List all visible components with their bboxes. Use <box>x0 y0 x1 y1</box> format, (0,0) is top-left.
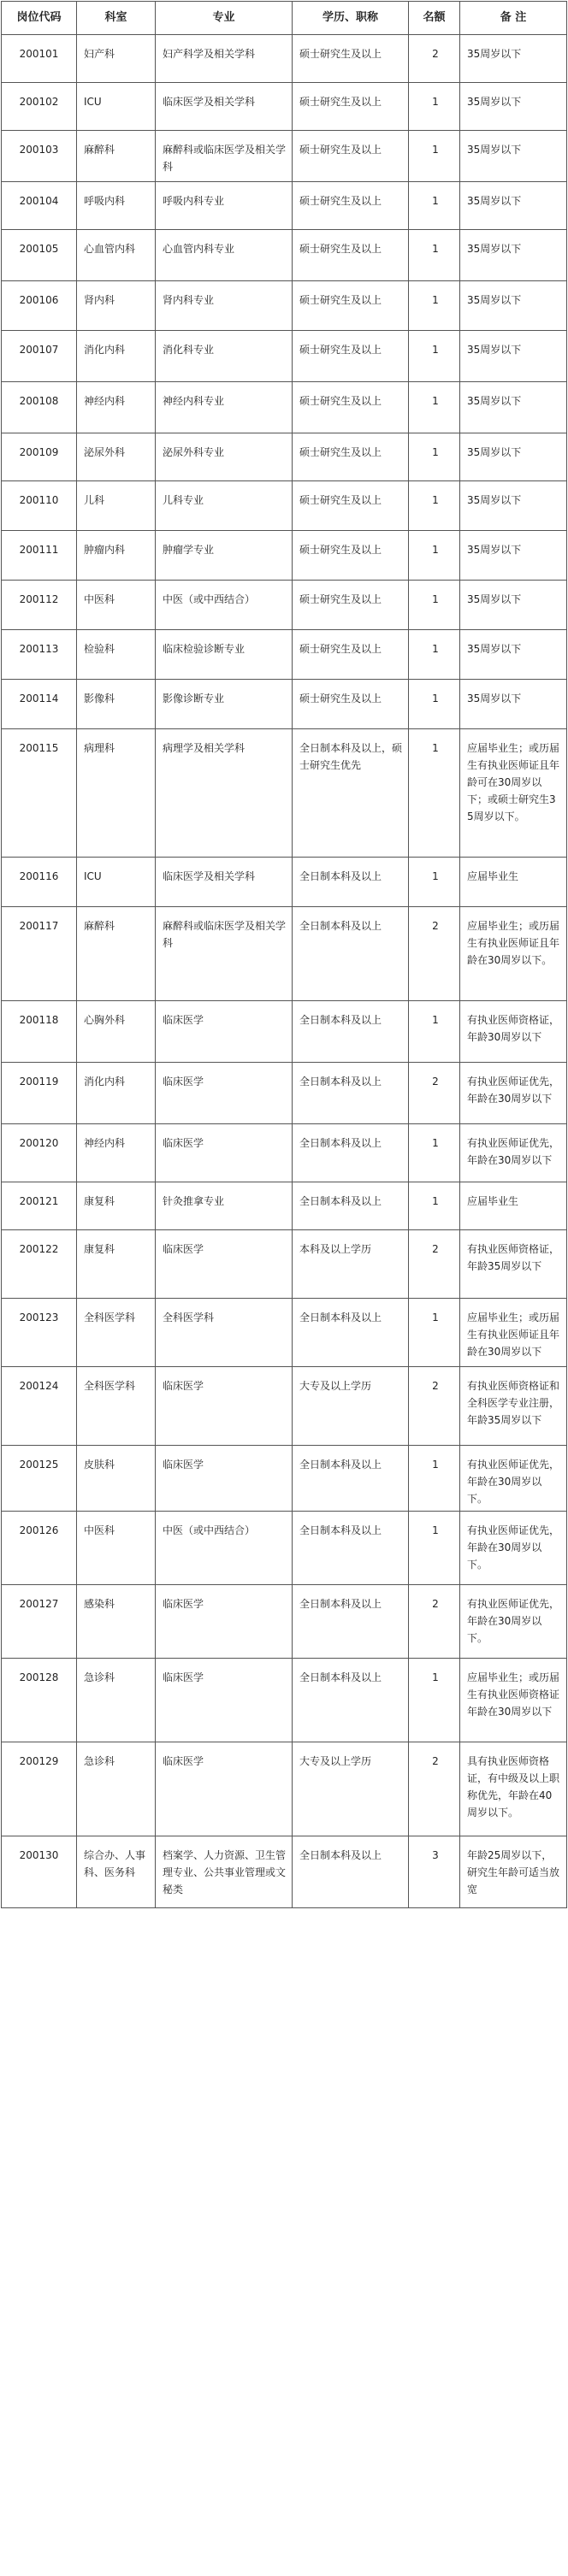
major-cell: 影像诊断专业 <box>156 680 293 729</box>
department-cell: 皮肤科 <box>77 1446 156 1512</box>
education-cell: 全日制本科及以上 <box>293 907 409 1001</box>
major-cell: 临床医学 <box>156 1367 293 1446</box>
education-cell: 硕士研究生及以上 <box>293 481 409 531</box>
department-cell: 心血管内科 <box>77 230 156 281</box>
position-code-cell: 200126 <box>2 1512 77 1585</box>
remarks-cell: 35周岁以下 <box>460 331 567 382</box>
remarks-cell: 应届毕业生；或历届生有执业医师证且年龄在30周岁以下 <box>460 1299 567 1367</box>
education-cell: 全日制本科及以上 <box>293 1001 409 1063</box>
remarks-cell: 35周岁以下 <box>460 531 567 581</box>
position-code-cell: 200125 <box>2 1446 77 1512</box>
remarks-cell: 35周岁以下 <box>460 230 567 281</box>
remarks-cell: 35周岁以下 <box>460 35 567 83</box>
major-cell: 中医（或中西结合） <box>156 1512 293 1585</box>
remarks-cell: 应届毕业生；或历届生有执业医师证且年龄可在30周岁以下；或硕士研究生35周岁以下。 <box>460 729 567 858</box>
remarks-cell: 35周岁以下 <box>460 433 567 481</box>
education-cell: 硕士研究生及以上 <box>293 35 409 83</box>
position-code-cell: 200120 <box>2 1124 77 1182</box>
position-code-cell: 200108 <box>2 382 77 433</box>
education-cell: 硕士研究生及以上 <box>293 281 409 331</box>
major-cell: 中医（或中西结合） <box>156 581 293 630</box>
quota-cell: 1 <box>409 729 460 858</box>
table-row <box>2 531 567 581</box>
remarks-cell: 35周岁以下 <box>460 281 567 331</box>
header-remarks: 备 注 <box>460 2 567 35</box>
department-cell: 神经内科 <box>77 382 156 433</box>
major-cell: 临床医学 <box>156 1230 293 1299</box>
major-cell: 临床医学 <box>156 1063 293 1124</box>
position-code-cell: 200118 <box>2 1001 77 1063</box>
quota-cell: 1 <box>409 1512 460 1585</box>
department-cell: ICU <box>77 83 156 131</box>
table-row <box>2 1299 567 1367</box>
department-cell: 康复科 <box>77 1230 156 1299</box>
table-row <box>2 331 567 382</box>
major-cell: 临床检验诊断专业 <box>156 630 293 680</box>
table-row <box>2 630 567 680</box>
quota-cell: 1 <box>409 382 460 433</box>
education-cell: 全日制本科及以上 <box>293 1836 409 1908</box>
position-code-cell: 200124 <box>2 1367 77 1446</box>
position-code-cell: 200110 <box>2 481 77 531</box>
table-row <box>2 1124 567 1182</box>
table-row <box>2 1742 567 1836</box>
major-cell: 临床医学及相关学科 <box>156 858 293 907</box>
remarks-cell: 应届毕业生；或历届生有执业医师证且年龄在30周岁以下。 <box>460 907 567 1001</box>
education-cell: 全日制本科及以上 <box>293 1512 409 1585</box>
header-department: 科室 <box>77 2 156 35</box>
education-cell: 硕士研究生及以上 <box>293 83 409 131</box>
quota-cell: 2 <box>409 1367 460 1446</box>
education-cell: 全日制本科及以上，硕士研究生优先 <box>293 729 409 858</box>
department-cell: 麻醉科 <box>77 131 156 182</box>
position-code-cell: 200111 <box>2 531 77 581</box>
position-code-cell: 200129 <box>2 1742 77 1836</box>
quota-cell: 1 <box>409 481 460 531</box>
remarks-cell: 35周岁以下 <box>460 182 567 230</box>
position-code-cell: 200115 <box>2 729 77 858</box>
remarks-cell: 具有执业医师资格证，有中级及以上职称优先，年龄在40周岁以下。 <box>460 1742 567 1836</box>
education-cell: 全日制本科及以上 <box>293 1124 409 1182</box>
major-cell: 临床医学 <box>156 1585 293 1659</box>
remarks-cell: 35周岁以下 <box>460 382 567 433</box>
education-cell: 全日制本科及以上 <box>293 858 409 907</box>
major-cell: 临床医学 <box>156 1742 293 1836</box>
major-cell: 神经内科专业 <box>156 382 293 433</box>
table-row <box>2 281 567 331</box>
education-cell: 硕士研究生及以上 <box>293 331 409 382</box>
department-cell: 心胸外科 <box>77 1001 156 1063</box>
quota-cell: 1 <box>409 581 460 630</box>
table-row <box>2 182 567 230</box>
quota-cell: 1 <box>409 680 460 729</box>
remarks-cell: 35周岁以下 <box>460 83 567 131</box>
education-cell: 硕士研究生及以上 <box>293 433 409 481</box>
table-row <box>2 481 567 531</box>
major-cell: 泌尿外科专业 <box>156 433 293 481</box>
position-code-cell: 200114 <box>2 680 77 729</box>
table-row <box>2 131 567 182</box>
department-cell: 病理科 <box>77 729 156 858</box>
remarks-cell: 应届毕业生；或历届生有执业医师资格证年龄在30周岁以下 <box>460 1659 567 1742</box>
quota-cell: 1 <box>409 1659 460 1742</box>
department-cell: 急诊科 <box>77 1742 156 1836</box>
education-cell: 硕士研究生及以上 <box>293 230 409 281</box>
remarks-cell: 有执业医师资格证，年龄30周岁以下 <box>460 1001 567 1063</box>
table-row <box>2 382 567 433</box>
quota-cell: 1 <box>409 1124 460 1182</box>
remarks-cell: 年龄25周岁以下，研究生年龄可适当放宽 <box>460 1836 567 1908</box>
major-cell: 心血管内科专业 <box>156 230 293 281</box>
table-row <box>2 1182 567 1230</box>
education-cell: 全日制本科及以上 <box>293 1299 409 1367</box>
quota-cell: 1 <box>409 1182 460 1230</box>
major-cell: 档案学、人力资源、卫生管理专业、公共事业管理或文秘类 <box>156 1836 293 1908</box>
quota-cell: 1 <box>409 858 460 907</box>
department-cell: 影像科 <box>77 680 156 729</box>
department-cell: 检验科 <box>77 630 156 680</box>
position-code-cell: 200122 <box>2 1230 77 1299</box>
education-cell: 硕士研究生及以上 <box>293 131 409 182</box>
position-code-cell: 200130 <box>2 1836 77 1908</box>
table-row <box>2 433 567 481</box>
major-cell: 病理学及相关学科 <box>156 729 293 858</box>
position-code-cell: 200116 <box>2 858 77 907</box>
quota-cell: 2 <box>409 1585 460 1659</box>
department-cell: 儿科 <box>77 481 156 531</box>
position-code-cell: 200128 <box>2 1659 77 1742</box>
major-cell: 肾内科专业 <box>156 281 293 331</box>
quota-cell: 1 <box>409 331 460 382</box>
major-cell: 全科医学科 <box>156 1299 293 1367</box>
remarks-cell: 有执业医师证优先，年龄在30周岁以下 <box>460 1124 567 1182</box>
quota-cell: 1 <box>409 83 460 131</box>
table-row <box>2 729 567 858</box>
remarks-cell: 有执业医师资格证和全科医学专业注册，年龄35周岁以下 <box>460 1367 567 1446</box>
table-row <box>2 907 567 1001</box>
quota-cell: 1 <box>409 1446 460 1512</box>
major-cell: 针灸推拿专业 <box>156 1182 293 1230</box>
quota-cell: 3 <box>409 1836 460 1908</box>
header-major: 专业 <box>156 2 293 35</box>
major-cell: 肿瘤学专业 <box>156 531 293 581</box>
position-code-cell: 200127 <box>2 1585 77 1659</box>
remarks-cell: 35周岁以下 <box>460 630 567 680</box>
table-row <box>2 35 567 83</box>
position-code-cell: 200103 <box>2 131 77 182</box>
department-cell: 康复科 <box>77 1182 156 1230</box>
education-cell: 全日制本科及以上 <box>293 1585 409 1659</box>
position-code-cell: 200121 <box>2 1182 77 1230</box>
remarks-cell: 35周岁以下 <box>460 581 567 630</box>
remarks-cell: 35周岁以下 <box>460 131 567 182</box>
department-cell: 综合办、人事科、医务科 <box>77 1836 156 1908</box>
quota-cell: 1 <box>409 281 460 331</box>
education-cell: 硕士研究生及以上 <box>293 531 409 581</box>
table-row <box>2 83 567 131</box>
table-row <box>2 1001 567 1063</box>
table-row <box>2 1836 567 1908</box>
quota-cell: 2 <box>409 1742 460 1836</box>
major-cell: 麻醉科或临床医学及相关学科 <box>156 131 293 182</box>
department-cell: 中医科 <box>77 581 156 630</box>
department-cell: 呼吸内科 <box>77 182 156 230</box>
table-row <box>2 680 567 729</box>
department-cell: 消化内科 <box>77 331 156 382</box>
quota-cell: 2 <box>409 1063 460 1124</box>
major-cell: 麻醉科或临床医学及相关学科 <box>156 907 293 1001</box>
department-cell: 妇产科 <box>77 35 156 83</box>
table-row <box>2 230 567 281</box>
position-code-cell: 200101 <box>2 35 77 83</box>
table-row <box>2 1585 567 1659</box>
quota-cell: 1 <box>409 531 460 581</box>
education-cell: 全日制本科及以上 <box>293 1659 409 1742</box>
education-cell: 全日制本科及以上 <box>293 1063 409 1124</box>
department-cell: 神经内科 <box>77 1124 156 1182</box>
table-row <box>2 1659 567 1742</box>
quota-cell: 2 <box>409 1230 460 1299</box>
education-cell: 大专及以上学历 <box>293 1367 409 1446</box>
department-cell: 全科医学科 <box>77 1367 156 1446</box>
education-cell: 硕士研究生及以上 <box>293 630 409 680</box>
quota-cell: 2 <box>409 907 460 1001</box>
major-cell: 临床医学 <box>156 1446 293 1512</box>
remarks-cell: 有执业医师证优先，年龄在30周岁以下。 <box>460 1585 567 1659</box>
position-code-cell: 200102 <box>2 83 77 131</box>
position-code-cell: 200119 <box>2 1063 77 1124</box>
table-row <box>2 1063 567 1124</box>
remarks-cell: 应届毕业生 <box>460 858 567 907</box>
education-cell: 全日制本科及以上 <box>293 1182 409 1230</box>
position-code-cell: 200123 <box>2 1299 77 1367</box>
position-code-cell: 200112 <box>2 581 77 630</box>
education-cell: 全日制本科及以上 <box>293 1446 409 1512</box>
department-cell: 全科医学科 <box>77 1299 156 1367</box>
remarks-cell: 有执业医师证优先，年龄在30周岁以下。 <box>460 1446 567 1512</box>
quota-cell: 1 <box>409 433 460 481</box>
quota-cell: 1 <box>409 230 460 281</box>
quota-cell: 2 <box>409 35 460 83</box>
major-cell: 临床医学 <box>156 1001 293 1063</box>
department-cell: 急诊科 <box>77 1659 156 1742</box>
major-cell: 儿科专业 <box>156 481 293 531</box>
major-cell: 消化科专业 <box>156 331 293 382</box>
position-code-cell: 200109 <box>2 433 77 481</box>
header-position-code: 岗位代码 <box>2 2 77 35</box>
department-cell: 肿瘤内科 <box>77 531 156 581</box>
remarks-cell: 有执业医师资格证，年龄35周岁以下 <box>460 1230 567 1299</box>
table-row <box>2 581 567 630</box>
position-code-cell: 200107 <box>2 331 77 382</box>
table-header-row <box>2 2 567 35</box>
recruitment-table <box>1 1 567 1908</box>
table-row <box>2 1367 567 1446</box>
quota-cell: 1 <box>409 1299 460 1367</box>
table-row <box>2 858 567 907</box>
remarks-cell: 有执业医师证优先，年龄在30周岁以下。 <box>460 1512 567 1585</box>
education-cell: 硕士研究生及以上 <box>293 182 409 230</box>
department-cell: 泌尿外科 <box>77 433 156 481</box>
quota-cell: 1 <box>409 630 460 680</box>
major-cell: 临床医学及相关学科 <box>156 83 293 131</box>
table-body <box>2 35 567 1908</box>
department-cell: 中医科 <box>77 1512 156 1585</box>
table-row <box>2 1230 567 1299</box>
position-code-cell: 200104 <box>2 182 77 230</box>
quota-cell: 1 <box>409 182 460 230</box>
department-cell: 感染科 <box>77 1585 156 1659</box>
quota-cell: 1 <box>409 131 460 182</box>
major-cell: 呼吸内科专业 <box>156 182 293 230</box>
header-education: 学历、职称 <box>293 2 409 35</box>
education-cell: 硕士研究生及以上 <box>293 680 409 729</box>
table-row <box>2 1446 567 1512</box>
education-cell: 硕士研究生及以上 <box>293 581 409 630</box>
remarks-cell: 35周岁以下 <box>460 680 567 729</box>
remarks-cell: 35周岁以下 <box>460 481 567 531</box>
header-quota: 名额 <box>409 2 460 35</box>
education-cell: 本科及以上学历 <box>293 1230 409 1299</box>
department-cell: ICU <box>77 858 156 907</box>
remarks-cell: 应届毕业生 <box>460 1182 567 1230</box>
major-cell: 临床医学 <box>156 1124 293 1182</box>
department-cell: 肾内科 <box>77 281 156 331</box>
department-cell: 麻醉科 <box>77 907 156 1001</box>
department-cell: 消化内科 <box>77 1063 156 1124</box>
position-code-cell: 200105 <box>2 230 77 281</box>
table-row <box>2 1512 567 1585</box>
education-cell: 大专及以上学历 <box>293 1742 409 1836</box>
position-code-cell: 200106 <box>2 281 77 331</box>
major-cell: 临床医学 <box>156 1659 293 1742</box>
quota-cell: 1 <box>409 1001 460 1063</box>
major-cell: 妇产科学及相关学科 <box>156 35 293 83</box>
position-code-cell: 200113 <box>2 630 77 680</box>
position-code-cell: 200117 <box>2 907 77 1001</box>
remarks-cell: 有执业医师证优先，年龄在30周岁以下 <box>460 1063 567 1124</box>
education-cell: 硕士研究生及以上 <box>293 382 409 433</box>
